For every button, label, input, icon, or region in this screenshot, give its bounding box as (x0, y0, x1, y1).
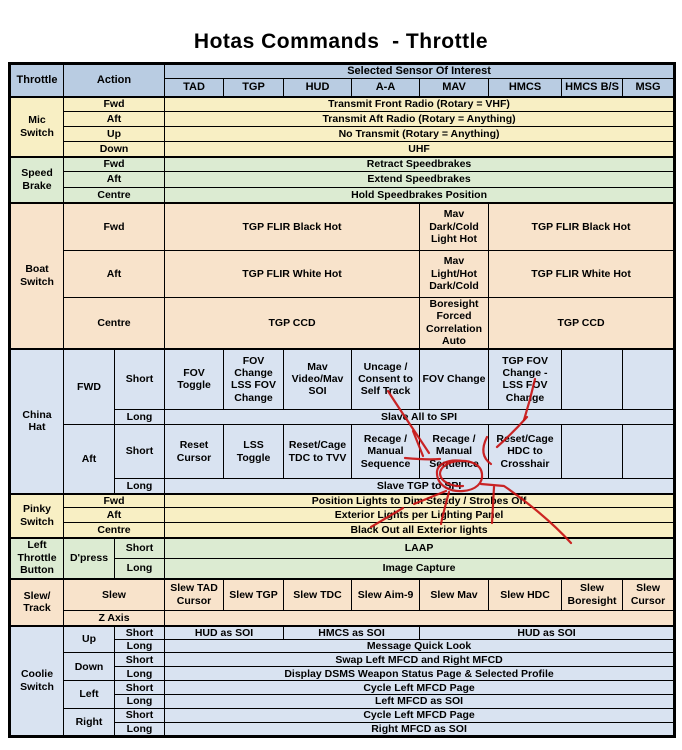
cell-value: Slew TAD Cursor (165, 579, 224, 611)
cell-value: Recage / Manual Sequence (352, 425, 420, 479)
cell-value: Right MFCD as SOI (165, 722, 675, 736)
cell-value: LSS Toggle (224, 425, 284, 479)
cell-value: Reset Cursor (165, 425, 224, 479)
cell-press: Long (115, 479, 165, 494)
cell-action: D'press (64, 538, 115, 579)
cell-press: Short (115, 538, 165, 559)
cell-action: Aft (64, 112, 165, 127)
cell-action: Z Axis (64, 611, 165, 626)
section-pinky-switch (10, 494, 675, 538)
cell-value: Slew Boresight (562, 579, 623, 611)
cell-value: Slave All to SPI (165, 410, 675, 425)
cell-value: No Transmit (Rotary = Anything) (165, 127, 675, 142)
cell-value: Slew Mav (420, 579, 489, 611)
cell-press: Short (115, 653, 165, 667)
cell-action: Aft (64, 508, 165, 523)
cell-direction: Right (64, 708, 115, 736)
page-title: Hotas Commands - Throttle (193, 30, 489, 53)
col-header-soi: Selected Sensor Of Interest (165, 64, 675, 79)
hotas-commands-table (8, 62, 676, 738)
cell-value-empty (165, 611, 675, 626)
cell-direction: Up (64, 626, 115, 653)
section-speed-brake (10, 157, 675, 203)
cell-value: TGP FLIR White Hot (489, 251, 675, 298)
cell-value: Slave TGP to SPI (165, 479, 675, 494)
cell-value: HMCS as SOI (284, 626, 420, 640)
cell-value: FOV Change LSS FOV Change (224, 349, 284, 410)
cell-action: Centre (64, 298, 165, 349)
col-header-tgp: TGP (224, 79, 284, 97)
col-header-msg: MSG (623, 79, 675, 97)
col-header-aa: A-A (352, 79, 420, 97)
cell-value: Display DSMS Weapon Status Page & Selected Profile (165, 667, 675, 681)
cell-value: Slew Aim-9 (352, 579, 420, 611)
cell-value: Reset/Cage HDC to Crosshair (489, 425, 562, 479)
cell-press: Long (115, 667, 165, 681)
section-slew-track (10, 579, 675, 626)
cell-value: Hold Speedbrakes Position (165, 188, 675, 203)
cell-press: Long (115, 559, 165, 579)
col-header-hmcs: HMCS (489, 79, 562, 97)
cell-value-empty (562, 425, 623, 479)
section-china-hat (10, 349, 675, 494)
cell-press: Short (115, 708, 165, 722)
cell-value: Cycle Left MFCD Page (165, 708, 675, 722)
cell-action: Centre (64, 188, 165, 203)
cell-value: Swap Left MFCD and Right MFCD (165, 653, 675, 667)
cell-action: Aft (64, 251, 165, 298)
cell-value-empty (623, 425, 675, 479)
cell-action: Fwd (64, 97, 165, 112)
cell-action: Fwd (64, 494, 165, 508)
col-header-action: Action (64, 64, 165, 97)
cell-value: FOV Toggle (165, 349, 224, 410)
cell-action: Fwd (64, 157, 165, 172)
cell-value: Mav Video/Mav SOI (284, 349, 352, 410)
cell-direction: Aft (64, 425, 115, 494)
cell-value: TGP CCD (165, 298, 420, 349)
cell-action: Fwd (64, 203, 165, 251)
cell-value: FOV Change (420, 349, 489, 410)
cell-value: Reset/Cage TDC to TVV (284, 425, 352, 479)
cell-value-empty (562, 349, 623, 410)
cell-press: Long (115, 640, 165, 653)
cell-value: Transmit Front Radio (Rotary = VHF) (165, 97, 675, 112)
cell-value: TGP CCD (489, 298, 675, 349)
cell-value: HUD as SOI (420, 626, 675, 640)
cell-action: Up (64, 127, 165, 142)
cell-value: Image Capture (165, 559, 675, 579)
cell-value-mav: Mav Dark/Cold Light Hot (420, 203, 489, 251)
section-label: Slew/ Track (10, 579, 64, 626)
cell-value: TGP FLIR Black Hot (165, 203, 420, 251)
section-label: Speed Brake (10, 157, 64, 203)
cell-direction: Left (64, 681, 115, 708)
cell-value: Cycle Left MFCD Page (165, 681, 675, 695)
cell-press: Short (115, 626, 165, 640)
cell-action: Slew (64, 579, 165, 611)
cell-direction: FWD (64, 349, 115, 425)
cell-value: Slew TGP (224, 579, 284, 611)
section-label: China Hat (10, 349, 64, 494)
cell-press: Short (115, 425, 165, 479)
cell-value-mav: Mav Light/Hot Dark/Cold (420, 251, 489, 298)
cell-value: TGP FLIR White Hot (165, 251, 420, 298)
cell-value-empty (623, 349, 675, 410)
section-label: Coolie Switch (10, 626, 64, 737)
table-header (10, 64, 675, 97)
cell-value: Slew TDC (284, 579, 352, 611)
cell-value: Transmit Aft Radio (Rotary = Anything) (165, 112, 675, 127)
col-header-hmcs-bs: HMCS B/S (562, 79, 623, 97)
section-label: Pinky Switch (10, 494, 64, 538)
col-header-hud: HUD (284, 79, 352, 97)
cell-value: Left MFCD as SOI (165, 695, 675, 708)
cell-value: Retract Speedbrakes (165, 157, 675, 172)
cell-value: LAAP (165, 538, 675, 559)
cell-value: Recage / Manual Sequence (420, 425, 489, 479)
col-header-tad: TAD (165, 79, 224, 97)
cell-value: Position Lights to Dim Steady / Strobes Off (165, 494, 675, 508)
section-label: Boat Switch (10, 203, 64, 349)
section-label: Mic Switch (10, 97, 64, 157)
cell-direction: Down (64, 653, 115, 681)
cell-value: Slew HDC (489, 579, 562, 611)
cell-press: Short (115, 681, 165, 695)
cell-press: Short (115, 349, 165, 410)
cell-press: Long (115, 722, 165, 736)
col-header-mav: MAV (420, 79, 489, 97)
cell-value: HUD as SOI (165, 626, 284, 640)
cell-action: Down (64, 142, 165, 157)
cell-action: Centre (64, 523, 165, 538)
section-left-throttle-button (10, 538, 675, 579)
cell-value: Extend Speedbrakes (165, 172, 675, 188)
cell-value: Exterior Lights per Lighting Panel (165, 508, 675, 523)
cell-value-mav: Boresight Forced Correlation Auto (420, 298, 489, 349)
cell-value: Slew Cursor (623, 579, 675, 611)
cell-press: Long (115, 695, 165, 708)
section-coolie-switch (10, 626, 675, 737)
cell-value: Uncage / Consent to Self Track (352, 349, 420, 410)
cell-value: Message Quick Look (165, 640, 675, 653)
cell-value: TGP FLIR Black Hot (489, 203, 675, 251)
cell-value: UHF (165, 142, 675, 157)
cell-value: TGP FOV Change - LSS FOV Change (489, 349, 562, 410)
cell-value: Black Out all Exterior lights (165, 523, 675, 538)
section-mic-switch (10, 97, 675, 157)
section-label: Left Throttle Button (10, 538, 64, 579)
cell-press: Long (115, 410, 165, 425)
section-boat-switch (10, 203, 675, 349)
cell-action: Aft (64, 172, 165, 188)
col-header-throttle: Throttle (10, 64, 64, 97)
